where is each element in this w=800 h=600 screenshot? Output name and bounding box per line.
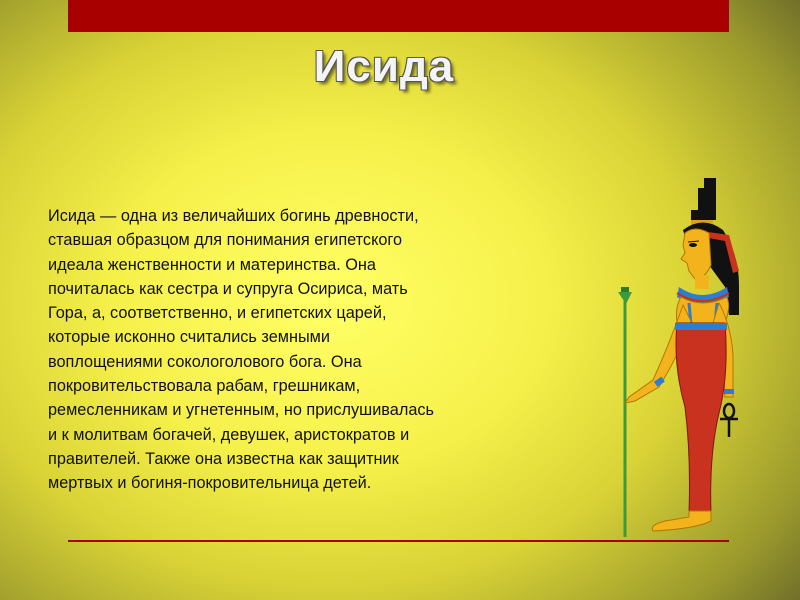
top-accent-bar (68, 0, 729, 32)
ankh-icon (720, 404, 738, 437)
papyrus-staff-icon (618, 287, 632, 537)
throne-crown-icon (691, 178, 716, 225)
slide-body-text: Исида — одна из величайших богинь древности, ставшая образцом для понимания египетского идеала женственности и материнства. Она почиталась как сестра и супруга Осириса, мать Гора, а, соответственно, и египетских царей, которые исконно считались земными воплощениями сокологолового бога. Она покровительствовала рабам, грешникам, ремесленникам и угнетенным, но прислушивалась и к молитвам богачей, девушек, аристократов и правителей. Также она известна как защитник мертвых и богиня-покровительница детей. (48, 207, 435, 493)
slide-title: Исида (313, 42, 455, 91)
isis-illustration (605, 175, 755, 545)
